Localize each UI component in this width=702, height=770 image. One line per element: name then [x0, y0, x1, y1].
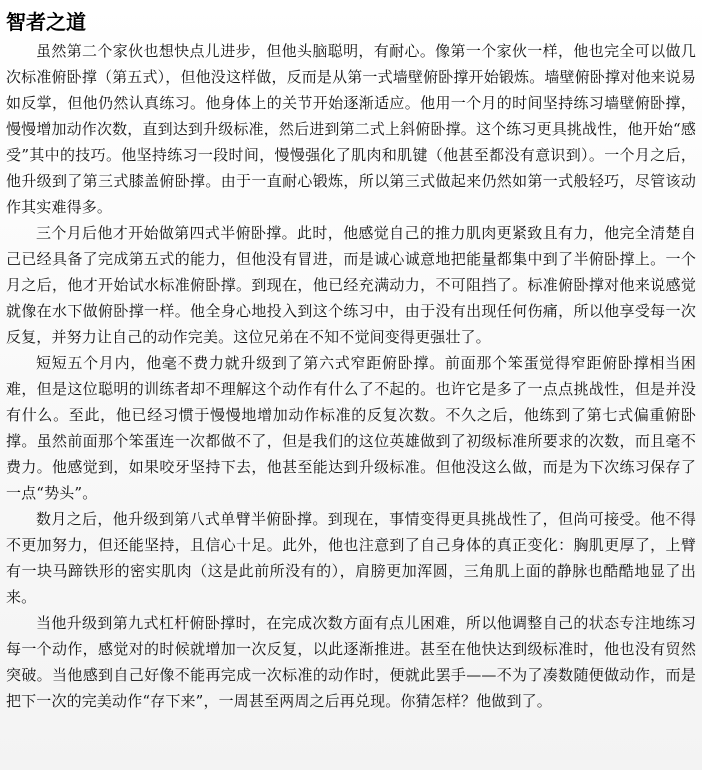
paragraph-3: 短短五个月内，他毫不费力就升级到了第六式窄距俯卧撑。前面那个笨蛋觉得窄距俯卧撑相当困难，但是这位聪明的训练者却不理解这个动作有什么了不起的。也许它是多了一点点挑战性，但是并没有什么。至此，他已经习惯于慢慢地增加动作标准的反复次数。不久之后，他练到了第七式偏重俯卧撑。虽然前面那个笨蛋连一次都做不了，但是我们的这位英雄做到了初级标准所要求的次数，而且毫不费力。他感觉到，如果咬牙坚持下去，他甚至能达到升级标准。但他没这么做，而是为下次练习保存了一点“势头”。 [6, 354, 696, 502]
section-title: 智者之道 [6, 10, 86, 34]
paragraph-5: 当他升级到第九式杠杆俯卧撑时，在完成次数方面有点儿困难，所以他调整自己的状态专注地练习每一个动作，感觉对的时候就增加一次反复，以此逐渐推进。甚至在他快达到级标准时，他也没有贸然突破。当他感到自己好像不能再完成一次标准的动作时，便就此罢手——不为了凑数随便做动作，而是把下一次的完美动作“存下来”，一周甚至两周之后再兑现。你猜怎样？他做到了。 [6, 614, 696, 710]
paragraph-1: 虽然第二个家伙也想快点儿进步，但他头脑聪明，有耐心。像第一个家伙一样，他也完全可以做几次标准俯卧撑（第五式），但他没这样做，反而是从第一式墙壁俯卧撑开始锻炼。墙壁俯卧撑对他来说易如反掌，但他仍然认真练习。他身体上的关节开始逐渐适应。他用一个月的时间坚持练习墙壁俯卧撑，慢慢增加动作次数，直到达到升级标准，然后进到第二式上斜俯卧撑。这个练习更具挑战性，他开始“感受”其中的技巧。他坚持练习一段时间，慢慢强化了肌肉和肌键（他甚至都没有意识到）。一个月之后，他升级到了第三式膝盖俯卧撑。由于一直耐心锻炼，所以第三式做起来仍然如第一式般轻巧，尽管该动作其实难得多。 [6, 42, 696, 216]
paragraph-4: 数月之后，他升级到第八式单臂半俯卧撑。到现在，事情变得更具挑战性了，但尚可接受。他不得不更加努力，但还能坚持，且信心十足。此外，他也注意到了自己身体的真正变化：胸肌更厚了，上臂有一块马蹄铁形的密实肌肉（这是此前所没有的），肩膀更加浑圆，三角肌上面的静脉也酷酷地显了出来。 [6, 510, 696, 606]
paragraph-2: 三个月后他才开始做第四式半俯卧撑。此时，他感觉自己的推力肌肉更紧致且有力，他完全清楚自己已经具备了完成第五式的能力，但他没有冒进，而是诚心诚意地把能量都集中到了半俯卧撑上。一个月之后，他才开始试水标准俯卧撑。到现在，他已经充满动力，不可阻挡了。标准俯卧撑对他来说感觉就像在水下做俯卧撑一样。他全身心地投入到这个练习中，由于没有出现任何伤痛，所以他享受每一次反复，并努力让自己的动作完美。这位兄弟在不知不觉间变得更强壮了。 [6, 224, 696, 346]
